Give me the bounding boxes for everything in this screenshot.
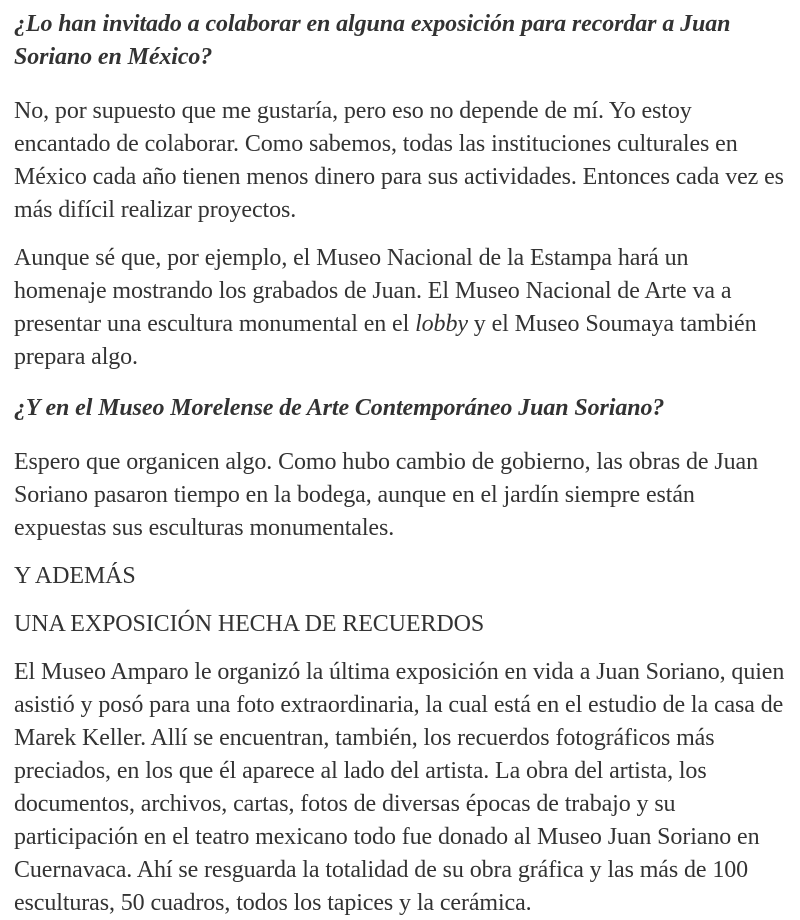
answer-2-italic-word: lobby <box>415 311 468 337</box>
interview-answer-3: Espero que organicen algo. Como hubo cambio de gobierno, las obras de Juan Soriano pasaron tiempo en la bodega, aunque en el jardín siempre están expuestas sus esculturas monumentales. <box>14 449 758 541</box>
closing-paragraph: El Museo Amparo le organizó la última exposición en vida a Juan Soriano, quien asistió y posó para una foto extraordinaria, la cual está en el estudio de la casa de Marek Keller. Allí se encuentran, también, los recuerdos fotográficos más preciados, en los que él aparece al lado del artista. La obra del artista, los documentos, archivos, cartas, fotos de diversas épocas de trabajo y su participación en el teatro mexicano todo fue donado al Museo Juan Soriano en Cuernavaca. Ahí se resguarda la totalidad de su obra gráfica y las más de 100 esculturas, 50 cuadros, todos los tapices y la cerámica. <box>14 659 785 916</box>
interview-question-1: ¿Lo han invitado a colaborar en alguna exposición para recordar a Juan Soriano en México? <box>14 11 731 70</box>
section-heading: UNA EXPOSICIÓN HECHA DE RECUERDOS <box>14 611 485 637</box>
interview-answer-2 <box>14 242 786 374</box>
interview-answer-1: No, por supuesto que me gustaría, pero eso no depende de mí. Yo estoy encantado de colaborar. Como sabemos, todas las instituciones culturales en México cada año tienen menos dinero para sus actividades. Entonces cada vez es más difícil realizar proyectos. <box>14 98 784 223</box>
answer-2-text-before: Aunque sé que, por ejemplo, el Museo Nacional de la Estampa hará un homenaje mostrando los grabados de Juan. El Museo Nacional de Arte va a presentar una escultura monumental en el <box>14 245 732 337</box>
interview-question-2: ¿Y en el Museo Morelense de Arte Contemporáneo Juan Soriano? <box>14 395 665 421</box>
answer-2-text-after: y el Museo Soumaya también prepara algo. <box>14 311 757 370</box>
section-label: Y ADEMÁS <box>14 563 136 589</box>
